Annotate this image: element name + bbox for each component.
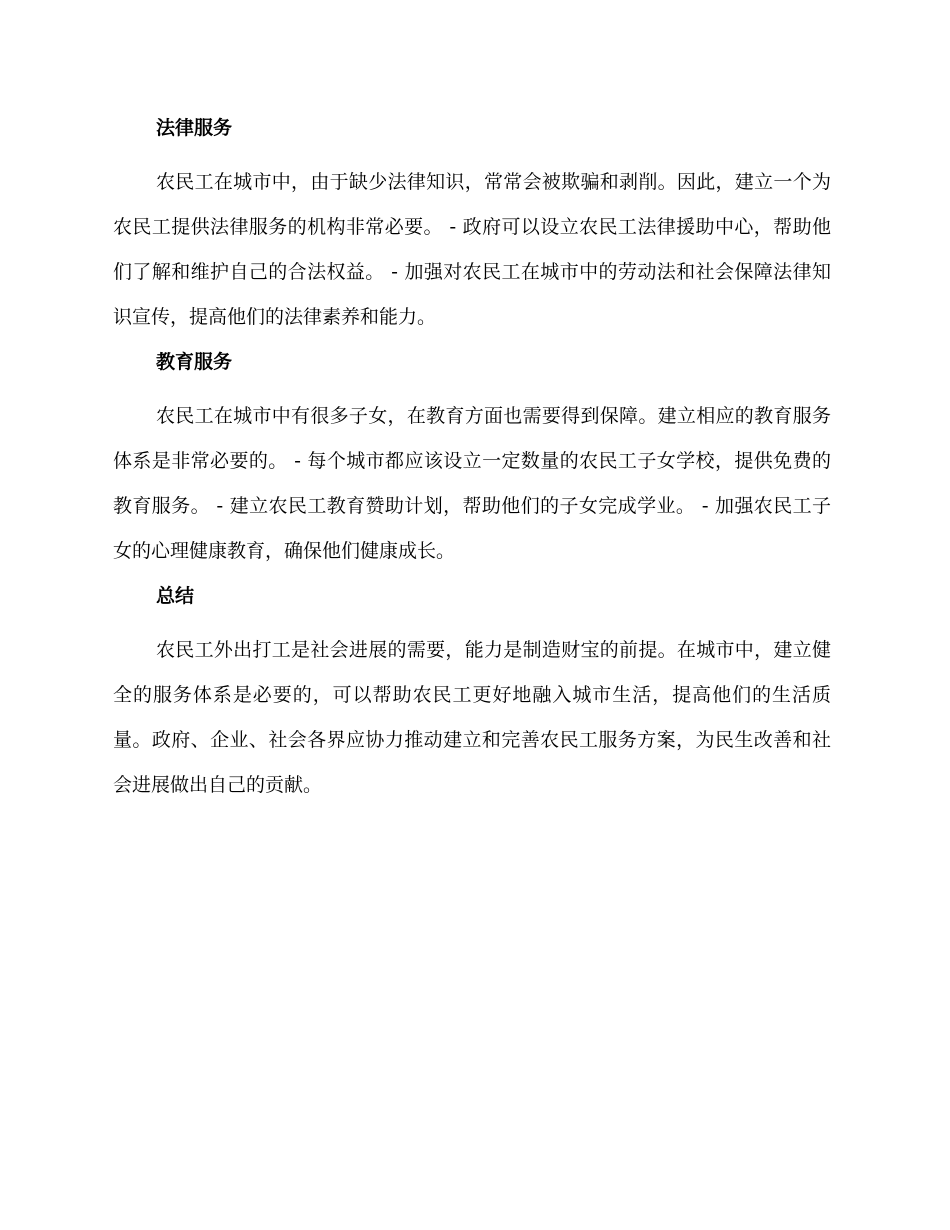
section-education-services — [113, 344, 831, 574]
section-heading: 教育服务 — [156, 351, 233, 373]
section-summary — [113, 578, 831, 808]
section-legal-services — [113, 110, 831, 340]
section-heading: 法律服务 — [156, 117, 233, 139]
section-paragraph: 农民工外出打工是社会进展的需要，能力是制造财宝的前提。在城市中，建立健全的服务体系是必要的，可以帮助农民工更好地融入城市生活，提高他们的生活质量。政府、企业、社会各界应协力推动建立和完善农民工服务方案，为民生改善和社会进展做出自己的贡献。 — [113, 639, 831, 796]
document-content — [113, 110, 831, 812]
section-heading: 总结 — [156, 585, 195, 607]
section-paragraph: 农民工在城市中，由于缺少法律知识，常常会被欺骗和剥削。因此，建立一个为农民工提供法律服务的机构非常必要。 - 政府可以设立农民工法律援助中心，帮助他们了解和维护自己的合法权益。 - 加强对农民工在城市中的劳动法和社会保障法律知识宣传，提高他们的法律素养和能力。 — [113, 171, 831, 328]
section-paragraph: 农民工在城市中有很多子女，在教育方面也需要得到保障。建立相应的教育服务体系是非常必要的。 - 每个城市都应该设立一定数量的农民工子女学校，提供免费的教育服务。 - 建立农民工教育赞助计划，帮助他们的子女完成学业。 - 加强农民工子女的心理健康教育，确保他们健康成长。 — [113, 405, 831, 562]
